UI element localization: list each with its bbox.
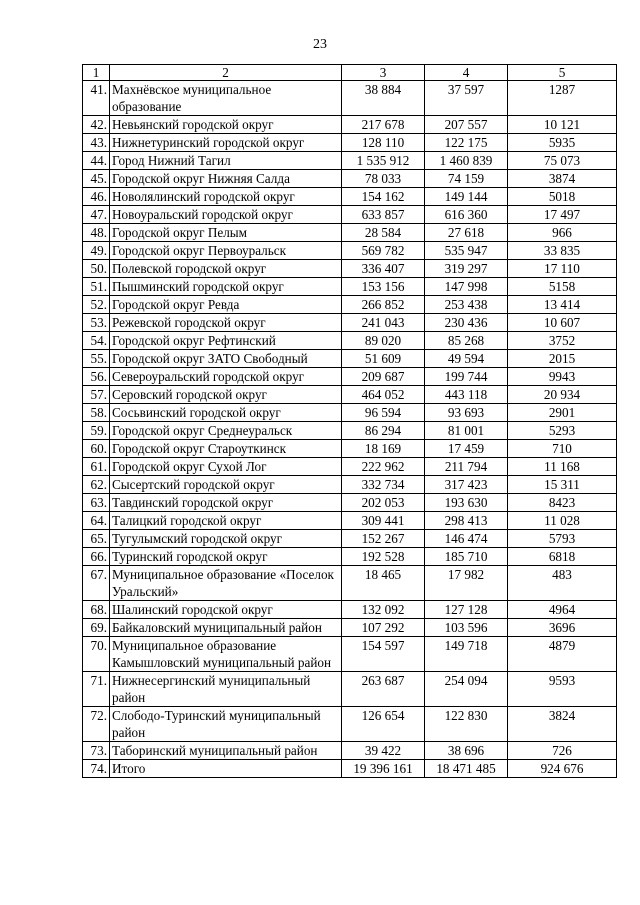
value-col-3: 266 852 [342,296,425,314]
value-col-3: 241 043 [342,314,425,332]
table-row [83,134,617,152]
table-row [83,637,617,672]
municipality-name: Невьянский городской округ [110,116,342,134]
value-col-5: 2015 [508,350,617,368]
table-row [83,224,617,242]
municipality-name: Нижнесергинский муниципальный район [110,672,342,707]
row-number: 53. [83,314,110,332]
value-col-3: 154 162 [342,188,425,206]
row-number: 63. [83,494,110,512]
table-row [83,314,617,332]
row-number: 68. [83,601,110,619]
value-col-3: 217 678 [342,116,425,134]
value-col-5: 5158 [508,278,617,296]
table-row [83,760,617,778]
value-col-4: 443 118 [425,386,508,404]
value-col-5: 13 414 [508,296,617,314]
value-col-3: 336 407 [342,260,425,278]
table-row [83,672,617,707]
table-row [83,260,617,278]
table-row [83,350,617,368]
value-col-3: 96 594 [342,404,425,422]
value-col-3: 38 884 [342,81,425,116]
municipality-name: Талицкий городской округ [110,512,342,530]
value-col-5: 3752 [508,332,617,350]
municipality-name: Городской округ Рефтинский [110,332,342,350]
row-number: 70. [83,637,110,672]
value-col-4: 1 460 839 [425,152,508,170]
row-number: 50. [83,260,110,278]
value-col-4: 616 360 [425,206,508,224]
row-number: 57. [83,386,110,404]
value-col-5: 17 497 [508,206,617,224]
row-number: 51. [83,278,110,296]
value-col-3: 86 294 [342,422,425,440]
value-col-3: 569 782 [342,242,425,260]
value-col-5: 5793 [508,530,617,548]
value-col-5: 9943 [508,368,617,386]
value-col-4: 127 128 [425,601,508,619]
value-col-4: 122 830 [425,707,508,742]
row-number: 52. [83,296,110,314]
value-col-3: 309 441 [342,512,425,530]
municipality-name: Таборинский муниципальный район [110,742,342,760]
value-col-3: 18 169 [342,440,425,458]
municipality-name: Туринский городской округ [110,548,342,566]
header-row [83,65,617,81]
municipality-name: Городской округ Сухой Лог [110,458,342,476]
municipality-name: Сосьвинский городской округ [110,404,342,422]
table-row [83,278,617,296]
value-col-3: 18 465 [342,566,425,601]
value-col-3: 209 687 [342,368,425,386]
value-col-4: 149 144 [425,188,508,206]
municipality-name: Городской округ ЗАТО Свободный [110,350,342,368]
table-row [83,170,617,188]
table-row [83,619,617,637]
row-number: 58. [83,404,110,422]
table-row [83,476,617,494]
value-col-4: 317 423 [425,476,508,494]
value-col-4: 49 594 [425,350,508,368]
value-col-4: 18 471 485 [425,760,508,778]
value-col-5: 4879 [508,637,617,672]
row-number: 67. [83,566,110,601]
table-row [83,404,617,422]
table-row [83,81,617,116]
municipality-name: Городской округ Нижняя Салда [110,170,342,188]
row-number: 47. [83,206,110,224]
value-col-3: 19 396 161 [342,760,425,778]
row-number: 42. [83,116,110,134]
row-number: 61. [83,458,110,476]
row-number: 62. [83,476,110,494]
value-col-4: 74 159 [425,170,508,188]
municipality-name: Тугулымский городской округ [110,530,342,548]
table-row [83,332,617,350]
municipality-name: Город Нижний Тагил [110,152,342,170]
row-number: 55. [83,350,110,368]
table-row [83,116,617,134]
municipality-name: Махнёвское муниципальное образование [110,81,342,116]
municipality-name: Муниципальное образование «Поселок Уральский» [110,566,342,601]
column-header: 5 [508,65,617,81]
table-row [83,296,617,314]
municipality-name: Новолялинский городской округ [110,188,342,206]
value-col-5: 5293 [508,422,617,440]
value-col-5: 10 607 [508,314,617,332]
municipality-name: Городской округ Пелым [110,224,342,242]
municipality-name: Городской округ Староуткинск [110,440,342,458]
municipality-name: Слободо-Туринский муниципальный район [110,707,342,742]
table-row [83,548,617,566]
table-body [83,81,617,778]
row-number: 71. [83,672,110,707]
value-col-3: 107 292 [342,619,425,637]
value-col-5: 710 [508,440,617,458]
table-row [83,188,617,206]
value-col-4: 199 744 [425,368,508,386]
value-col-4: 17 982 [425,566,508,601]
value-col-5: 924 676 [508,760,617,778]
value-col-5: 966 [508,224,617,242]
row-number: 48. [83,224,110,242]
value-col-3: 222 962 [342,458,425,476]
value-col-4: 185 710 [425,548,508,566]
value-col-5: 75 073 [508,152,617,170]
municipality-name: Новоуральский городской округ [110,206,342,224]
value-col-4: 193 630 [425,494,508,512]
municipality-name: Режевской городской округ [110,314,342,332]
row-number: 65. [83,530,110,548]
value-col-3: 152 267 [342,530,425,548]
value-col-5: 20 934 [508,386,617,404]
value-col-4: 230 436 [425,314,508,332]
value-col-4: 122 175 [425,134,508,152]
value-col-3: 263 687 [342,672,425,707]
value-col-5: 9593 [508,672,617,707]
value-col-3: 51 609 [342,350,425,368]
row-number: 43. [83,134,110,152]
value-col-4: 254 094 [425,672,508,707]
value-col-4: 37 597 [425,81,508,116]
municipality-name: Сысертский городской округ [110,476,342,494]
municipality-name: Шалинский городской округ [110,601,342,619]
value-col-5: 5018 [508,188,617,206]
value-col-4: 27 618 [425,224,508,242]
value-col-4: 298 413 [425,512,508,530]
table-row [83,742,617,760]
municipality-name: Серовский городской округ [110,386,342,404]
table-row [83,530,617,548]
row-number: 64. [83,512,110,530]
row-number: 56. [83,368,110,386]
municipality-name: Пышминский городской округ [110,278,342,296]
value-col-5: 8423 [508,494,617,512]
table-row [83,566,617,601]
column-header: 3 [342,65,425,81]
page-number: 23 [313,37,327,52]
value-col-3: 39 422 [342,742,425,760]
value-col-5: 17 110 [508,260,617,278]
value-col-5: 11 028 [508,512,617,530]
municipality-name: Итого [110,760,342,778]
municipality-name: Муниципальное образование Камышловский муниципальный район [110,637,342,672]
municipality-name: Североуральский городской округ [110,368,342,386]
value-col-3: 332 734 [342,476,425,494]
value-col-5: 726 [508,742,617,760]
value-col-4: 103 596 [425,619,508,637]
value-col-4: 211 794 [425,458,508,476]
row-number: 74. [83,760,110,778]
value-col-4: 81 001 [425,422,508,440]
value-col-3: 202 053 [342,494,425,512]
value-col-4: 93 693 [425,404,508,422]
row-number: 69. [83,619,110,637]
value-col-3: 153 156 [342,278,425,296]
value-col-5: 3874 [508,170,617,188]
row-number: 46. [83,188,110,206]
municipality-name: Байкаловский муниципальный район [110,619,342,637]
row-number: 59. [83,422,110,440]
value-col-5: 3696 [508,619,617,637]
value-col-3: 1 535 912 [342,152,425,170]
value-col-4: 207 557 [425,116,508,134]
column-header: 4 [425,65,508,81]
table-row [83,601,617,619]
value-col-5: 10 121 [508,116,617,134]
value-col-5: 33 835 [508,242,617,260]
row-number: 41. [83,81,110,116]
value-col-5: 5935 [508,134,617,152]
municipality-name: Полевской городской округ [110,260,342,278]
municipality-name: Городской округ Ревда [110,296,342,314]
municipality-name: Нижнетуринский городской округ [110,134,342,152]
row-number: 73. [83,742,110,760]
municipality-name: Тавдинский городской округ [110,494,342,512]
table-row [83,242,617,260]
table-row [83,386,617,404]
table-row [83,152,617,170]
value-col-3: 464 052 [342,386,425,404]
value-col-5: 6818 [508,548,617,566]
row-number: 72. [83,707,110,742]
value-col-3: 192 528 [342,548,425,566]
value-col-5: 2901 [508,404,617,422]
value-col-4: 85 268 [425,332,508,350]
table-row [83,512,617,530]
municipality-name: Городской округ Первоуральск [110,242,342,260]
value-col-4: 535 947 [425,242,508,260]
municipality-name: Городской округ Среднеуральск [110,422,342,440]
data-table [82,64,617,778]
column-header: 1 [83,65,110,81]
value-col-5: 11 168 [508,458,617,476]
table-row [83,458,617,476]
column-header: 2 [110,65,342,81]
value-col-3: 128 110 [342,134,425,152]
value-col-5: 3824 [508,707,617,742]
row-number: 60. [83,440,110,458]
value-col-4: 17 459 [425,440,508,458]
value-col-3: 154 597 [342,637,425,672]
value-col-3: 132 092 [342,601,425,619]
value-col-4: 319 297 [425,260,508,278]
table-row [83,494,617,512]
value-col-5: 483 [508,566,617,601]
table-row [83,440,617,458]
value-col-4: 149 718 [425,637,508,672]
table-row [83,368,617,386]
value-col-5: 15 311 [508,476,617,494]
value-col-3: 89 020 [342,332,425,350]
value-col-4: 146 474 [425,530,508,548]
row-number: 66. [83,548,110,566]
value-col-3: 28 584 [342,224,425,242]
row-number: 45. [83,170,110,188]
table-row [83,422,617,440]
value-col-3: 633 857 [342,206,425,224]
row-number: 49. [83,242,110,260]
table-row [83,707,617,742]
value-col-5: 4964 [508,601,617,619]
table-row [83,206,617,224]
row-number: 54. [83,332,110,350]
value-col-4: 147 998 [425,278,508,296]
value-col-5: 1287 [508,81,617,116]
value-col-3: 78 033 [342,170,425,188]
value-col-3: 126 654 [342,707,425,742]
value-col-4: 38 696 [425,742,508,760]
row-number: 44. [83,152,110,170]
value-col-4: 253 438 [425,296,508,314]
